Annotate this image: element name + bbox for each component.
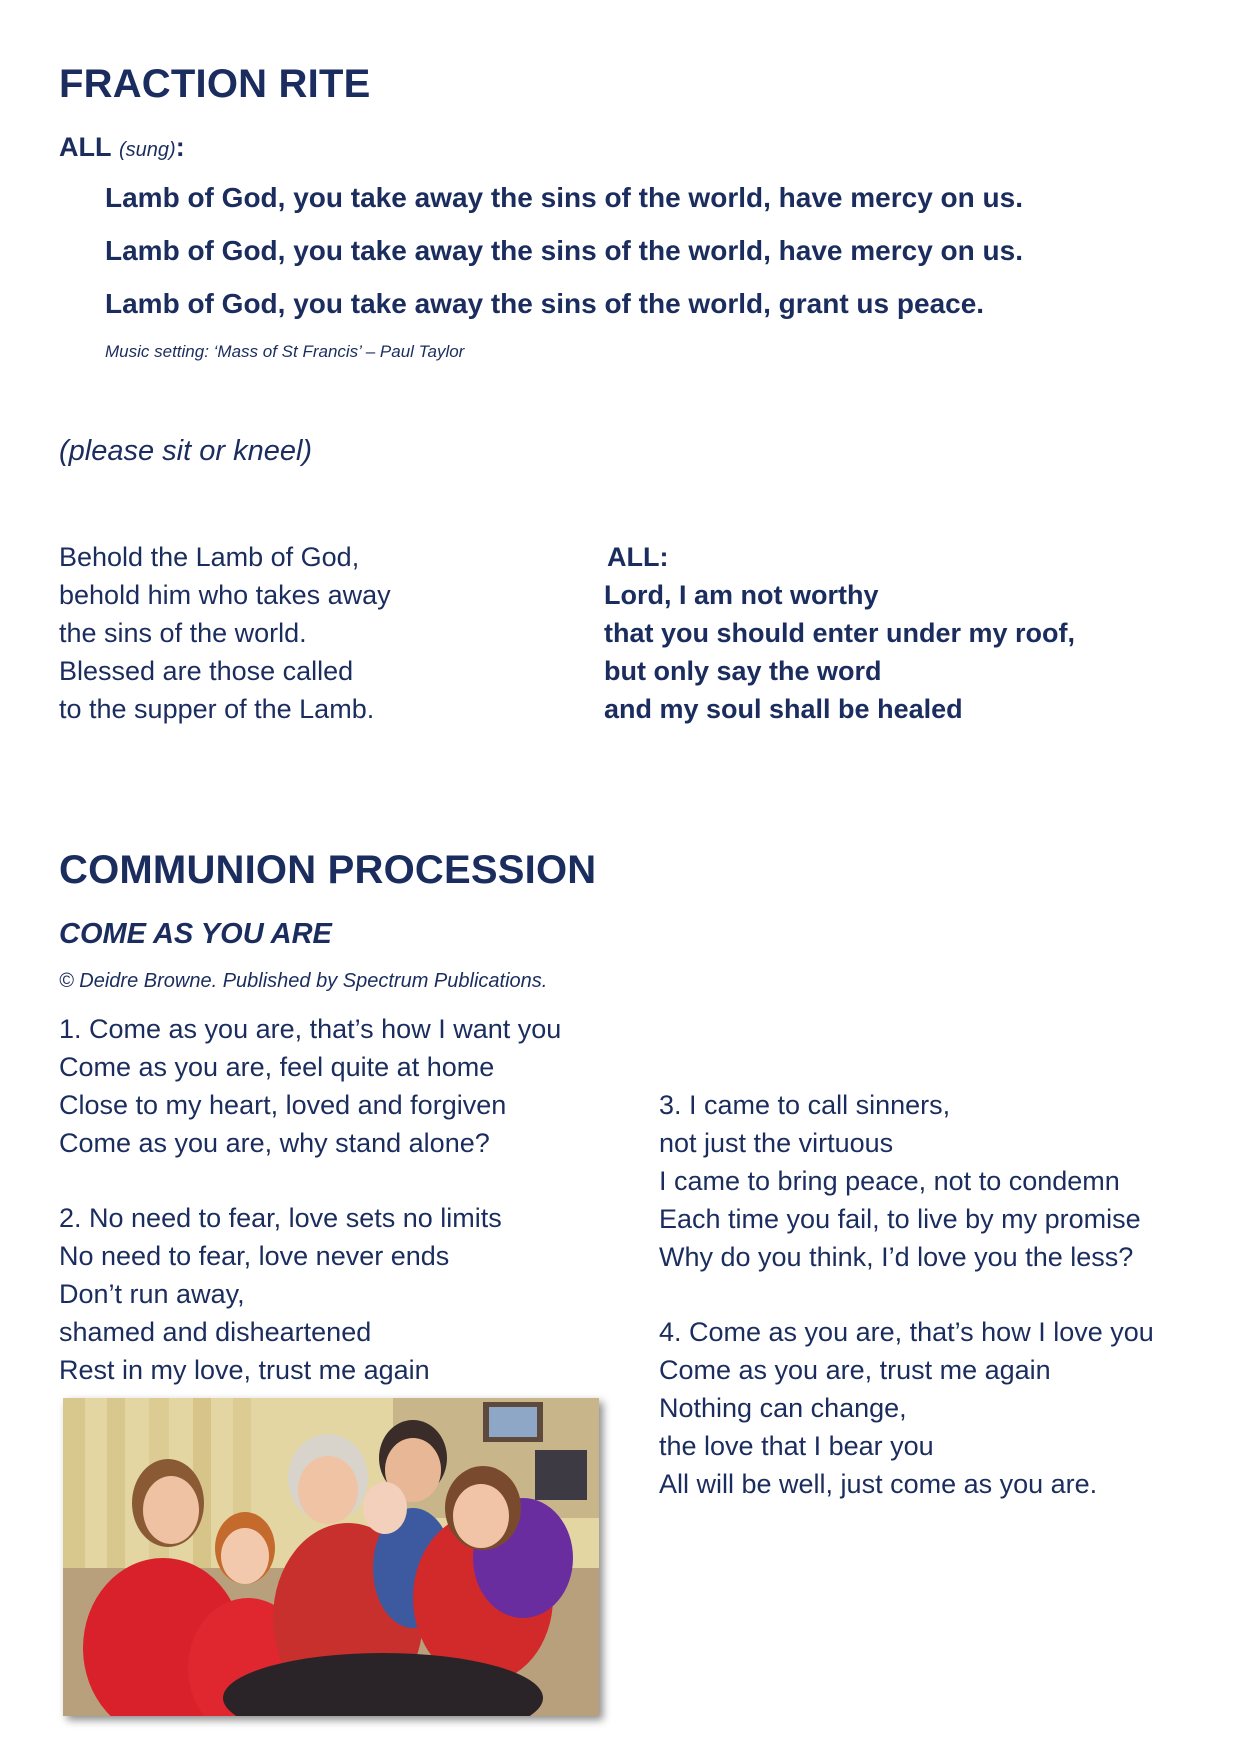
lamb-line-1: Lamb of God, you take away the sins of the world, have mercy on us.	[105, 182, 1023, 213]
verse-line: 1. Come as you are, that’s how I want you	[59, 1014, 562, 1044]
verse-line: Come as you are, feel quite at home	[59, 1052, 495, 1082]
response-line: and my soul shall be healed	[604, 694, 963, 724]
priest-invitation	[59, 538, 391, 728]
verse-line: Close to my heart, loved and forgiven	[59, 1090, 507, 1120]
all-colon: :	[175, 132, 185, 162]
verse-line: I came to bring peace, not to condemn	[659, 1166, 1120, 1196]
verse-line: 2. No need to fear, love sets no limits	[59, 1203, 502, 1233]
verse-2	[59, 1199, 502, 1389]
family-photo	[63, 1398, 599, 1716]
response-label: ALL:	[607, 542, 669, 572]
priest-line: Blessed are those called	[59, 656, 354, 686]
verse-line: Come as you are, why stand alone?	[59, 1128, 490, 1158]
lamb-line-2: Lamb of God, you take away the sins of the world, have mercy on us.	[105, 235, 1023, 266]
verse-1	[59, 1010, 561, 1162]
fraction-rite-heading: FRACTION RITE	[59, 62, 371, 106]
music-credit: Music setting: ‘Mass of St Francis’ – Paul Taylor	[105, 342, 465, 361]
verse-line: 3. I came to call sinners,	[659, 1090, 951, 1120]
verse-line: Come as you are, trust me again	[659, 1355, 1051, 1385]
song-copyright: © Deidre Browne. Published by Spectrum Publications.	[59, 970, 548, 992]
sung-note: (sung)	[119, 139, 176, 161]
response-line: but only say the word	[604, 656, 882, 686]
priest-line: the sins of the world.	[59, 618, 307, 648]
all-sung-label	[59, 132, 185, 163]
verse-line: All will be well, just come as you are.	[659, 1469, 1098, 1499]
lamb-line-3: Lamb of God, you take away the sins of the world, grant us peace.	[105, 288, 985, 319]
verse-line: Nothing can change,	[659, 1393, 907, 1423]
verse-4	[659, 1313, 1154, 1503]
people-response	[604, 538, 1075, 728]
song-title: COME AS YOU ARE	[59, 918, 332, 950]
all-label: ALL	[59, 132, 112, 162]
family-photo-illustration	[63, 1398, 599, 1716]
priest-line: Behold the Lamb of God,	[59, 542, 360, 572]
verse-line: Don’t run away,	[59, 1279, 245, 1309]
verse-line: 4. Come as you are, that’s how I love you	[659, 1317, 1154, 1347]
verse-line: the love that I bear you	[659, 1431, 934, 1461]
verse-3	[659, 1086, 1141, 1276]
verse-line: Rest in my love, trust me again	[59, 1355, 430, 1385]
verse-line: not just the virtuous	[659, 1128, 894, 1158]
response-line: that you should enter under my roof,	[604, 618, 1076, 648]
verse-line: shamed and disheartened	[59, 1317, 372, 1347]
priest-line: to the supper of the Lamb.	[59, 694, 375, 724]
verse-line: Why do you think, I’d love you the less?	[659, 1242, 1134, 1272]
posture-instruction: (please sit or kneel)	[59, 435, 313, 467]
verse-line: Each time you fail, to live by my promise	[659, 1204, 1141, 1234]
priest-line: behold him who takes away	[59, 580, 391, 610]
response-line: Lord, I am not worthy	[604, 580, 879, 610]
verse-line: No need to fear, love never ends	[59, 1241, 450, 1271]
communion-heading: COMMUNION PROCESSION	[59, 848, 597, 892]
